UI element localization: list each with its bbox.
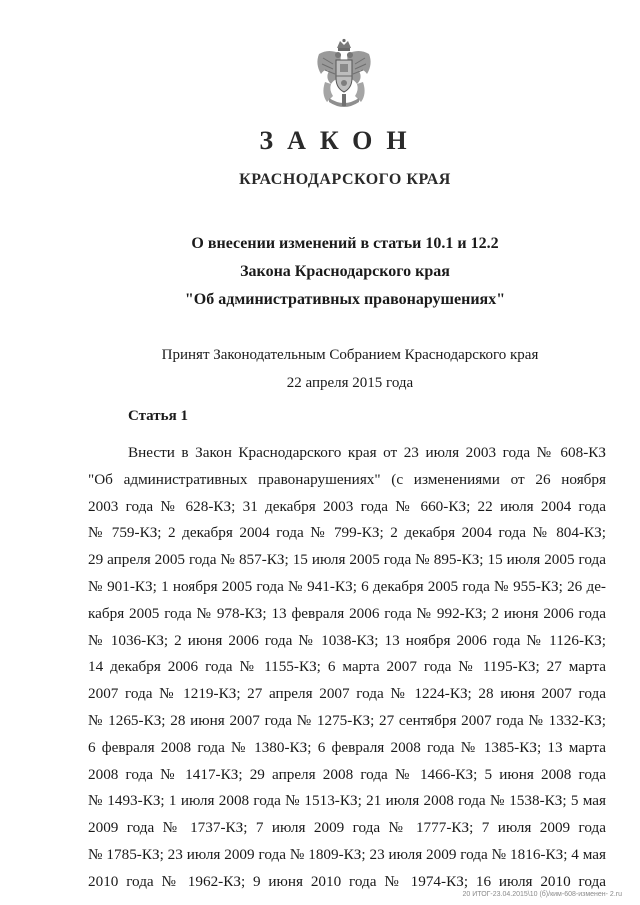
region-title: КРАСНОДАРСКОГО КРАЯ: [239, 171, 451, 188]
body-line: 2010 года № 1962-КЗ; 9 июня 2010 года № 1974-КЗ; 16 июля 2010 года: [88, 872, 606, 890]
body-line: 6 февраля 2008 года № 1380-КЗ; 6 февраля 2008 года № 1385-КЗ; 13 марта: [88, 738, 606, 756]
law-title: [0, 230, 640, 314]
body-line: кабря 2005 года № 978-КЗ; 13 февраля 2006 года № 992-КЗ; 2 июня 2006 года: [88, 604, 606, 622]
adoption-line-1: Принят Законодательным Собранием Краснодарского края: [161, 347, 539, 363]
body-line: № 1493-КЗ; 1 июля 2008 года № 1513-КЗ; 21 июля 2008 года № 1538-КЗ; 5 мая: [88, 792, 606, 810]
body-line: № 1036-КЗ; 2 июня 2006 года № 1038-КЗ; 13 ноября 2006 года № 1126-КЗ;: [88, 631, 606, 649]
body-line: Внести в Закон Краснодарского края от 23 июля 2003 года № 608-КЗ: [128, 444, 606, 461]
body-line: 2008 года № 1417-КЗ; 29 апреля 2008 года № 1466-КЗ; 5 июня 2008 года: [88, 765, 606, 783]
krasnodar-coat-of-arms-icon: [311, 38, 377, 110]
body-line: 2009 года № 1737-КЗ; 7 июля 2009 года № 1777-КЗ; 7 июля 2009 года: [88, 819, 606, 837]
article-body: [88, 440, 606, 896]
body-line: № 1785-КЗ; 23 июля 2009 года № 1809-КЗ; 23 июля 2009 года № 1816-КЗ; 4 мая: [88, 845, 606, 863]
body-line: 2003 года № 628-КЗ; 31 декабря 2003 года № 660-КЗ; 22 июля 2004 года: [88, 497, 606, 515]
body-line: № 901-КЗ; 1 ноября 2005 года № 941-КЗ; 6 декабря 2005 года № 955-КЗ; 26 де-: [88, 577, 606, 595]
law-title-line-2: Закона Краснодарского края: [240, 263, 450, 280]
footer-file-reference: 20 ИТОГ-23.04.2015\10 (б)/ким-608-изменен- 2.ru: [462, 891, 622, 898]
document-type-title: ЗАКОН: [259, 126, 421, 155]
adoption-date: 22 апреля 2015 года: [286, 375, 414, 391]
body-line: 2007 года № 1219-КЗ; 27 апреля 2007 года № 1224-КЗ; 28 июня 2007 года: [88, 685, 606, 703]
body-line: № 759-КЗ; 2 декабря 2004 года № 799-КЗ; 2 декабря 2004 года № 804-КЗ;: [88, 524, 606, 542]
body-line: 14 декабря 2006 года № 1155-КЗ; 6 марта 2007 года № 1195-КЗ; 27 марта: [88, 658, 606, 676]
body-line: № 1265-КЗ; 28 июня 2007 года № 1275-КЗ; 27 сентября 2007 года № 1332-КЗ;: [88, 711, 606, 729]
body-line: 29 апреля 2005 года № 857-КЗ; 15 июля 2005 года № 895-КЗ; 15 июля 2005 года: [88, 551, 606, 569]
law-title-line-1: О внесении изменений в статьи 10.1 и 12.2: [191, 235, 499, 252]
law-title-line-3: "Об административных правонарушениях": [184, 291, 506, 308]
adoption-info: [0, 341, 640, 397]
article-heading: Статья 1: [128, 408, 188, 424]
body-line: "Об административных правонарушениях" (с изменениями от 26 ноября: [88, 470, 606, 488]
